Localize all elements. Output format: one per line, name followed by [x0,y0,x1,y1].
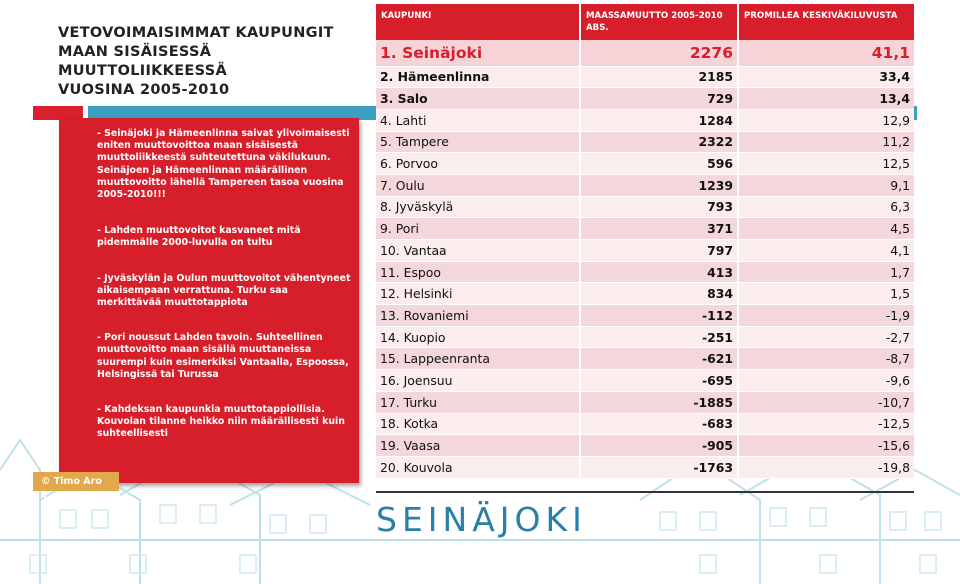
table-row [376,40,914,66]
promille-cell: 9,1 [738,174,914,196]
city-cell: 7. Oulu [376,174,580,196]
note-item: - Seinäjoki ja Hämeenlinna saivat ylivoimaisesti eniten muuttovoittoa maan sisäisestä muuttoliikkeestä suhteutettuna väkilukuun. Seinäjoen ja Hämeenlinnan määrällinen muuttovoitto lähellä Tampereen tasoa vuosina 2005-2010!!! [97,128,350,201]
ranking-table [376,4,914,479]
promille-cell: 13,4 [738,88,914,110]
city-cell: 9. Pori [376,218,580,240]
promille-cell: 1,5 [738,283,914,305]
city-cell: 6. Porvoo [376,153,580,175]
table-bottom-rule [376,491,914,493]
note-item: - Kahdeksan kaupunkia muuttotappiollisia. Kouvolan tilanne heikko niin määrällisesti kuin suhteellisesti [97,404,345,440]
table-body [376,40,914,478]
city-cell: 10. Vantaa [376,240,580,262]
abs-cell: 1239 [580,174,738,196]
table-row [376,240,914,262]
abs-cell: -1885 [580,391,738,413]
abs-cell: -683 [580,413,738,435]
promille-cell: 6,3 [738,196,914,218]
table-row [376,370,914,392]
header-abs: MAASSAMUUTTO 2005-2010 ABS. [580,4,738,40]
city-cell: 19. Vaasa [376,435,580,457]
header-promille: PROMILLEA KESKIVÄKILUVUSTA [738,4,914,40]
abs-cell: 2322 [580,131,738,153]
notes-panel [59,118,359,483]
title-line-1: VETOVOIMAISIMMAT KAUPUNGIT [58,25,334,41]
abs-cell: -112 [580,305,738,327]
city-cell: 5. Tampere [376,131,580,153]
promille-cell: 4,1 [738,240,914,262]
promille-cell: 1,7 [738,261,914,283]
abs-cell: -251 [580,326,738,348]
abs-cell: 596 [580,153,738,175]
promille-cell: 11,2 [738,131,914,153]
table-row [376,435,914,457]
promille-cell: -12,5 [738,413,914,435]
slide-title [58,24,358,100]
abs-cell: 729 [580,88,738,110]
table-row [376,283,914,305]
table-row [376,456,914,478]
city-cell: 3. Salo [376,88,580,110]
brand-logo-text: SEINÄJOKI [376,500,587,539]
promille-cell: 4,5 [738,218,914,240]
promille-cell: 12,9 [738,109,914,131]
abs-cell: 2276 [580,40,738,66]
table-row [376,88,914,110]
city-cell: 8. Jyväskylä [376,196,580,218]
table-row [376,218,914,240]
note-item: - Jyväskylän ja Oulun muuttovoitot vähentyneet aikaisempaan verrattuna. Turku saa merkittävää muuttotappiota [97,272,351,309]
table-row [376,305,914,327]
promille-cell: -15,6 [738,435,914,457]
ranking-table-wrap [376,4,914,479]
abs-cell: 797 [580,240,738,262]
abs-cell: -695 [580,370,738,392]
abs-cell: 371 [580,218,738,240]
table-header-row [376,4,914,40]
table-row [376,413,914,435]
abs-cell: 834 [580,283,738,305]
copyright-badge: © Timo Aro 2010 [33,472,119,491]
table-row [376,261,914,283]
promille-cell: 33,4 [738,66,914,88]
city-cell: 16. Joensuu [376,370,580,392]
abs-cell: 1284 [580,109,738,131]
city-cell: 1. Seinäjoki [376,40,580,66]
promille-cell: -2,7 [738,326,914,348]
city-cell: 14. Kuopio [376,326,580,348]
promille-cell: -8,7 [738,348,914,370]
city-cell: 15. Lappeenranta [376,348,580,370]
header-city: KAUPUNKI [376,4,580,40]
promille-cell: -10,7 [738,391,914,413]
promille-cell: -19,8 [738,456,914,478]
promille-cell: 41,1 [738,40,914,66]
promille-cell: 12,5 [738,153,914,175]
title-line-2: MAAN SISÄISESSÄ MUUTTOLIIKKEESSÄ [58,44,227,79]
city-cell: 18. Kotka [376,413,580,435]
abs-cell: -905 [580,435,738,457]
notes-list [97,128,353,464]
table-row [376,196,914,218]
city-cell: 17. Turku [376,391,580,413]
note-item: - Lahden muuttovoitot kasvaneet mitä pidemmälle 2000-luvulla on tultu [97,225,301,249]
table-row [376,174,914,196]
abs-cell: -621 [580,348,738,370]
table-row [376,131,914,153]
table-row [376,326,914,348]
table-row [376,66,914,88]
table-row [376,109,914,131]
note-item: - Pori noussut Lahden tavoin. Suhteellinen muuttovoitto maan sisällä muuttaneissa suurempi kuin esimerkiksi Vantaalla, Espoossa, Helsingissä tai Turussa [97,332,349,380]
promille-cell: -1,9 [738,305,914,327]
promille-cell: -9,6 [738,370,914,392]
abs-cell: 413 [580,261,738,283]
abs-cell: 2185 [580,66,738,88]
abs-cell: 793 [580,196,738,218]
abs-cell: -1763 [580,456,738,478]
city-cell: 20. Kouvola [376,456,580,478]
table-row [376,391,914,413]
table-row [376,348,914,370]
city-cell: 11. Espoo [376,261,580,283]
city-cell: 2. Hämeenlinna [376,66,580,88]
table-row [376,153,914,175]
city-cell: 12. Helsinki [376,283,580,305]
city-cell: 4. Lahti [376,109,580,131]
title-line-3: VUOSINA 2005-2010 [58,82,230,98]
city-cell: 13. Rovaniemi [376,305,580,327]
